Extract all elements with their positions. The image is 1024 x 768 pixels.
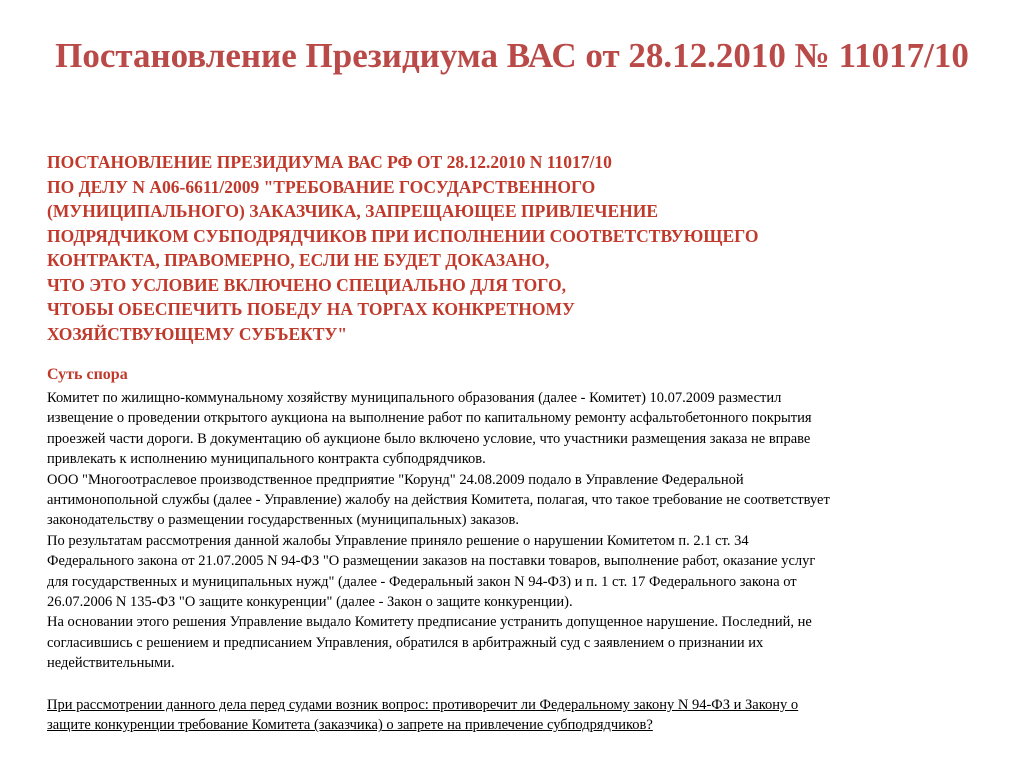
heading-line: ХОЗЯЙСТВУЮЩЕМУ СУБЪЕКТУ" (47, 323, 348, 344)
question-line: При рассмотрении данного дела перед судами возник вопрос: противоречит ли Федеральному закону N 94-ФЗ и Закону о (47, 697, 799, 713)
body-line: На основании этого решения Управление выдало Комитету предписание устранить допущенное нарушение. Последний, не (47, 614, 812, 631)
section-title: Суть спора (47, 366, 128, 383)
heading-line: ПО ДЕЛУ N А06-6611/2009 "ТРЕБОВАНИЕ ГОСУДАРСТВЕННОГО (47, 176, 596, 197)
dispute-description (47, 388, 987, 674)
body-line: антимонопольной службы (далее - Управление) жалобу на действия Комитета, полагая, что такое требование не соответствует (47, 492, 830, 509)
heading-line: КОНТРАКТА, ПРАВОМЕРНО, ЕСЛИ НЕ БУДЕТ ДОКАЗАНО, (47, 250, 550, 270)
question-line: защите конкуренции требование Комитета (заказчика) о запрете на привлечение субподрядчиков? (47, 717, 653, 734)
page-title: Постановление Президиума ВАС от 28.12.2010 № 11017/10 (55, 36, 969, 75)
heading-line: (МУНИЦИПАЛЬНОГО) ЗАКАЗЧИКА, ЗАПРЕЩАЮЩЕЕ ПРИВЛЕЧЕНИЕ (47, 201, 659, 221)
body-line: для государственных и муниципальных нужд" (далее - Федеральный закон N 94-ФЗ) и п. 1 ст. 17 Федерального закона от (47, 573, 797, 590)
body-line: Федерального закона от 21.07.2005 N 94-ФЗ "О размещении заказов на поставки товаров, выполнение работ, оказание услуг (47, 553, 816, 570)
body-line: Комитет по жилищно-коммунальному хозяйству муниципального образования (далее - Комитет) 10.07.2009 разместил (47, 390, 782, 406)
body-line: По результатам рассмотрения данной жалобы Управление приняло решение о нарушении Комитетом п. 2.1 ст. 34 (47, 532, 749, 549)
body-line: привлекать к исполнению муниципального контракта субподрядчиков. (47, 451, 486, 468)
body-line: ООО "Многоотраслевое производственное предприятие "Корунд" 24.08.2009 подало в Управление Федеральной (47, 471, 744, 488)
resolution-heading (47, 150, 977, 346)
body-line: проезжей части дороги. В документацию об аукционе было включено условие, что участники размещения заказа не вправе (47, 430, 811, 447)
body-line: извещение о проведении открытого аукциона на выполнение работ по капитальному ремонту асфальтобетонного покрытия (47, 410, 812, 427)
body-line: согласившись с решением и предписанием Управления, обратился в арбитражный суд с заявлением о признании их (47, 634, 764, 651)
heading-line: ЧТО ЭТО УСЛОВИЕ ВКЛЮЧЕНО СПЕЦИАЛЬНО ДЛЯ ТОГО, (47, 274, 566, 295)
heading-line: ЧТОБЫ ОБЕСПЕЧИТЬ ПОБЕДУ НА ТОРГАХ КОНКРЕТНОМУ (47, 299, 575, 319)
court-question (47, 695, 987, 736)
body-line: законодательству о размещении государственных (муниципальных) заказов. (47, 512, 519, 529)
heading-line: ПОДРЯДЧИКОМ СУБПОДРЯДЧИКОВ ПРИ ИСПОЛНЕНИИ СООТВЕТСТВУЮЩЕГО (47, 225, 759, 246)
body-line: 26.07.2006 N 135-ФЗ "О защите конкуренции" (далее - Закон о защите конкуренции). (47, 594, 573, 611)
body-line: недействительными. (47, 655, 175, 672)
heading-line: ПОСТАНОВЛЕНИЕ ПРЕЗИДИУМА ВАС РФ ОТ 28.12.2010 N 11017/10 (47, 152, 612, 172)
